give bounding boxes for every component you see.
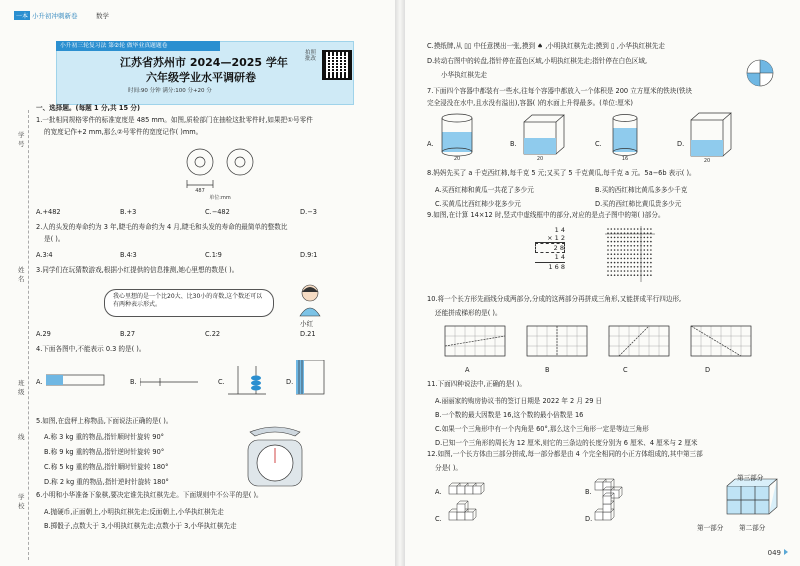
dot (634, 274, 636, 276)
dot (607, 228, 609, 230)
dot (627, 266, 629, 268)
q9-calculation: 1 4 × 1 2 2 8 1 4 1 6 8 (535, 226, 565, 271)
q7-text1: 7.下面四个容器中都装有一些水,往每个容器中都放入一个体积是 200 立方厘米的铁块(铁块 (427, 87, 693, 95)
dot (630, 262, 632, 264)
q1-option-b[interactable]: B.+3 (120, 208, 137, 216)
dot (611, 253, 613, 255)
q1-unit: 单位:mm (209, 195, 231, 200)
qr-label: 拍照批改 (305, 50, 317, 63)
q9-text: 9.如图,在计算 14×12 时,竖式中虚线框中的部分,对应的是点子图中的第( )部分。 (427, 211, 665, 219)
q10-option-c[interactable]: C (623, 366, 628, 374)
dot (630, 258, 632, 260)
side-label-line: 线 (18, 433, 25, 441)
q3-speaker-name: 小红 (300, 320, 314, 328)
dot (644, 237, 646, 239)
dot (617, 258, 619, 260)
dot (634, 258, 636, 260)
q6-option-b[interactable]: B.掷骰子,点数大于 3,小明执红棋先走;点数小于 3,小华执红棋先走 (44, 522, 237, 530)
exam-title-line1: 江苏省苏州市 2024—2025 学年 (120, 56, 288, 69)
dot (634, 241, 636, 243)
q12-option-a[interactable]: A. (435, 488, 442, 496)
dot (607, 249, 609, 251)
dot (620, 249, 622, 251)
dot (607, 237, 609, 239)
q12-text1: 12.如图,一个长方体由三部分拼成,每一部分都是由 4 个完全相同的小正方体组成的,其中第三部 (427, 450, 703, 458)
right-page (405, 0, 800, 566)
q12-option-b[interactable]: B. (585, 488, 592, 496)
q7-option-c[interactable]: C. (595, 140, 602, 148)
dot (607, 258, 609, 260)
dot (620, 274, 622, 276)
q6-option-c[interactable]: C.摸纸牌,从 ▯▯ 中任意摸出一张,摸到 ♠ ,小明执红棋先走;摸到 ▯ ,小华执红棋先走 (427, 42, 665, 50)
dot (647, 237, 649, 239)
q5-option-a[interactable]: A.称 3 kg 重的物品,指针顺时针旋转 90° (44, 433, 164, 441)
dot (634, 253, 636, 255)
q8-text: 8.妈妈先买了 a 千克西红柿,每千克 5 元;又买了 5 千克黄瓜,每千克 a 元。5a−6b 表示( )。 (427, 169, 696, 177)
cube-container (520, 112, 568, 160)
dot (630, 245, 632, 247)
q10-option-d[interactable]: D (705, 366, 711, 374)
dot (637, 266, 639, 268)
dot (620, 270, 622, 272)
dot (614, 274, 616, 276)
dot (617, 270, 619, 272)
dot (647, 274, 649, 276)
q4-bar-figure (46, 372, 106, 388)
exam-meta: 时间:90 分钟 满分:100 分+20 分 (128, 88, 212, 94)
dot (624, 266, 626, 268)
dot (611, 262, 613, 264)
dot (607, 274, 609, 276)
dot (624, 228, 626, 230)
dot (644, 228, 646, 230)
dot (637, 258, 639, 260)
banner-tag: 小升初三轮复习法 第②轮 做毕业真题题卷 (56, 41, 220, 51)
q12-cuboid-figure (723, 476, 781, 520)
dot (620, 245, 622, 247)
gear-parts-figure (170, 140, 270, 200)
dot (607, 266, 609, 268)
side-label-student-no: 学号 (18, 131, 25, 148)
q1-text1: 1.一批相同规格零件的标准宽度是 485 mm。如图,质检部门在抽检这批零件时,如果把①号零件 (36, 116, 313, 124)
dot (637, 228, 639, 230)
dot (620, 237, 622, 239)
q3-option-b[interactable]: B.27 (120, 330, 136, 338)
dot (627, 241, 629, 243)
q10-grid-figures (435, 322, 795, 362)
dot (634, 228, 636, 230)
dot (627, 262, 629, 264)
q8-option-a[interactable]: A.买西红柿和黄瓜一共花了多少元 (435, 186, 534, 194)
dot (624, 245, 626, 247)
q3-option-c[interactable]: C.22 (205, 330, 221, 338)
page-number: 049 (768, 549, 788, 557)
q6-option-d[interactable]: D.转动右图中的转盘,指针停在蓝色区域,小明执红棋先走;指针停在白色区域, (427, 57, 648, 65)
q11-option-b[interactable]: B.一个数的最大因数是 16,这个数的最小倍数是 16 (435, 411, 584, 419)
dot (637, 253, 639, 255)
exam-title-line2: 六年级学业水平调研卷 (146, 71, 256, 84)
q11-option-a[interactable]: A.丽丽家的购房协议书的签订日期是 2022 年 2 月 29 日 (435, 397, 603, 405)
dot (611, 228, 613, 230)
q4-numberline-figure (140, 372, 200, 390)
dot (624, 237, 626, 239)
next-arrow-icon (784, 549, 788, 555)
dot (611, 266, 613, 268)
cylinder-container-c (605, 112, 645, 160)
q12-option-c[interactable]: C. (435, 515, 442, 523)
subject: 数学 (96, 12, 109, 20)
side-label-school: 学校 (18, 493, 25, 510)
q11-option-d[interactable]: D.已知一个三角形的周长为 12 厘米,则它的三条边的长度分别为 6 厘米、4 厘米与 2 厘米 (435, 439, 698, 447)
dot (611, 270, 613, 272)
dot (627, 228, 629, 230)
q8-option-b[interactable]: B.买的西红柿比黄瓜多多少千克 (595, 186, 688, 194)
dot (644, 245, 646, 247)
q1-option-c[interactable]: C.−482 (205, 208, 230, 216)
dot (627, 249, 629, 251)
q12-part3-label: 第三部分 (737, 474, 764, 482)
brand: 一本 小升初冲刺新卷 (16, 12, 78, 20)
dot (647, 262, 649, 264)
dot (614, 258, 616, 260)
box-container-d (687, 110, 737, 162)
dot (647, 249, 649, 251)
dot (611, 245, 613, 247)
dot (637, 270, 639, 272)
dot (647, 253, 649, 255)
dot (630, 253, 632, 255)
q11-text: 11.下面四种说法中,正确的是( )。 (427, 380, 526, 388)
dot (617, 245, 619, 247)
dot (611, 274, 613, 276)
section-title: 一、选择题。(每题 1 分,共 15 分) (36, 104, 141, 112)
brand-badge: 一本 (16, 13, 29, 20)
dot (630, 237, 632, 239)
q10-option-b[interactable]: B (545, 366, 550, 374)
dot (614, 262, 616, 264)
spinner-icon (745, 58, 775, 88)
q7-option-b[interactable]: B. (510, 140, 517, 148)
q3-option-a[interactable]: A.29 (36, 330, 51, 338)
dot (634, 262, 636, 264)
dot (630, 228, 632, 230)
q5-option-d[interactable]: D.称 2 kg 重的物品,指针逆时针旋转 180° (44, 478, 169, 486)
q6-option-a[interactable]: A.抛硬币,正面朝上,小明执红棋先走;反面朝上,小华执红棋先走 (44, 508, 224, 516)
dot (624, 262, 626, 264)
dot (620, 253, 622, 255)
dot (637, 249, 639, 251)
dot (614, 228, 616, 230)
dot (614, 241, 616, 243)
q1-text2: 的宽度记作+2 mm,那么②号零件的宽度记作( )mm。 (44, 128, 203, 136)
q8-option-d[interactable]: D.买的西红柿比黄瓜贵多少元 (595, 200, 682, 208)
q5-text: 5.如图,在盘秤上称物品,下面说法正确的是( )。 (36, 417, 173, 425)
dot (650, 245, 652, 247)
dot (624, 241, 626, 243)
dot (650, 241, 652, 243)
svg-text:20: 20 (453, 156, 461, 160)
dot (617, 266, 619, 268)
q4-abacus-figure (228, 362, 268, 398)
dot (624, 258, 626, 260)
q1-option-a[interactable]: A.+482 (36, 208, 61, 216)
q12-part2-label: 第二部分 (739, 524, 766, 532)
q2-option-c[interactable]: C.1∶9 (205, 251, 222, 259)
dot (620, 228, 622, 230)
q4-option-b[interactable]: B. (130, 378, 137, 386)
q6-option-d-cont: 小华执红棋先走 (441, 71, 488, 79)
dot (644, 258, 646, 260)
dot (634, 245, 636, 247)
dot (650, 274, 652, 276)
dot (647, 245, 649, 247)
dot (607, 270, 609, 272)
dot (650, 253, 652, 255)
dot (650, 270, 652, 272)
dot (620, 266, 622, 268)
dot (614, 266, 616, 268)
dot (630, 249, 632, 251)
dot (620, 262, 622, 264)
q4-text: 4.下面各图中,不能表示 0.3 的是( )。 (36, 345, 146, 353)
dot (647, 241, 649, 243)
svg-text:16: 16 (621, 156, 629, 160)
page-gutter (395, 0, 405, 566)
dot (644, 249, 646, 251)
dot (614, 249, 616, 251)
dot (627, 258, 629, 260)
q11-option-c[interactable]: C.如果一个三角形中有一个内角是 60°,那么这个三角形一定是等边三角形 (435, 425, 649, 433)
dot (647, 270, 649, 272)
q8-option-c[interactable]: C.买黄瓜比西红柿少花多少元 (435, 200, 521, 208)
dot (617, 253, 619, 255)
dot (644, 262, 646, 264)
dot (650, 266, 652, 268)
q7-text2: 完全浸没在水中,且水没有溢出),容器( )的水面上升得最多。(单位:厘米) (427, 99, 633, 107)
dot (617, 262, 619, 264)
dot (627, 237, 629, 239)
dot (637, 241, 639, 243)
q4-option-d[interactable]: D. (286, 378, 294, 386)
dot (624, 249, 626, 251)
q3-option-d[interactable]: D.21 (300, 330, 316, 338)
q2-text2: 是( )。 (44, 235, 65, 243)
dot (644, 241, 646, 243)
side-label-class: 班级 (18, 379, 25, 396)
q6-text: 6.小明和小华准备下象棋,要决定谁先执红棋先走。下面规则中不公平的是( )。 (36, 491, 263, 499)
q7-option-d[interactable]: D. (677, 140, 685, 148)
q3-text: 3.同学们在玩猜数游戏,根据小红提供的信息推测,她心里想的数是( )。 (36, 266, 239, 274)
dot (611, 249, 613, 251)
dot (650, 228, 652, 230)
qr-code-icon[interactable] (322, 50, 352, 80)
side-label-name: 姓名 (18, 266, 25, 283)
svg-text:20: 20 (703, 158, 711, 162)
dot (634, 270, 636, 272)
dot (620, 258, 622, 260)
q4-option-c[interactable]: C. (218, 378, 225, 386)
dot (644, 270, 646, 272)
dot (634, 266, 636, 268)
dot (617, 249, 619, 251)
dot (627, 274, 629, 276)
dot (637, 274, 639, 276)
dot (647, 228, 649, 230)
q2-option-d[interactable]: D.9∶1 (300, 251, 318, 259)
dot (620, 241, 622, 243)
dot (617, 237, 619, 239)
dot (614, 237, 616, 239)
q12-text2: 分是( )。 (435, 464, 463, 472)
q10-text2: 还能拼成梯形的是( )。 (435, 309, 502, 317)
dot (637, 262, 639, 264)
q1-option-d[interactable]: D.−3 (300, 208, 317, 216)
q4-option-a[interactable]: A. (36, 378, 43, 386)
q5-option-b[interactable]: B.称 9 kg 重的物品,指针逆时针旋转 90° (44, 448, 165, 456)
dot (644, 274, 646, 276)
dot (630, 266, 632, 268)
dot (637, 237, 639, 239)
dot (650, 258, 652, 260)
dot (634, 237, 636, 239)
dot (607, 245, 609, 247)
q10-text1: 10.将一个长方形先画线分成两部分,分成的这两部分再拼成三角形,又能拼成平行四边形, (427, 295, 682, 303)
svg-text:20: 20 (536, 156, 544, 160)
q4-column-figure (296, 360, 326, 396)
cylinder-container (437, 112, 477, 160)
dot (607, 241, 609, 243)
dot (630, 270, 632, 272)
girl-illustration-icon (290, 280, 330, 320)
q9-dot-grid (605, 226, 655, 282)
dot (630, 241, 632, 243)
dot (647, 258, 649, 260)
q12-option-d[interactable]: D. (585, 515, 593, 523)
dot (624, 274, 626, 276)
dot (611, 237, 613, 239)
dot (650, 262, 652, 264)
q12-part1-label: 第一部分 (697, 524, 724, 532)
q2-option-a[interactable]: A.3∶4 (36, 251, 53, 259)
dot (611, 241, 613, 243)
dot (611, 258, 613, 260)
q10-option-a[interactable]: A (465, 366, 470, 374)
q2-option-b[interactable]: B.4∶3 (120, 251, 137, 259)
dot (614, 245, 616, 247)
dot (607, 253, 609, 255)
q1-dim: 487 (195, 188, 205, 194)
dot (650, 249, 652, 251)
dot (627, 270, 629, 272)
dot (617, 228, 619, 230)
q2-text1: 2.人的头发的寿命约为 3 年,睫毛的寿命约为 4 月,睫毛和头发的寿命的最简单的整数比 (36, 223, 288, 231)
dot (644, 253, 646, 255)
dot (617, 274, 619, 276)
dot (607, 262, 609, 264)
q7-option-a[interactable]: A. (427, 140, 434, 148)
dot (624, 270, 626, 272)
scale-figure (240, 422, 310, 488)
dot (644, 266, 646, 268)
dot (627, 245, 629, 247)
dot (650, 237, 652, 239)
dot (637, 245, 639, 247)
dot (634, 249, 636, 251)
dot (627, 253, 629, 255)
dot (647, 266, 649, 268)
dot (614, 253, 616, 255)
q5-option-c[interactable]: C.称 5 kg 重的物品,指针顺时针旋转 180° (44, 463, 169, 471)
dot (630, 274, 632, 276)
dot (617, 241, 619, 243)
q3-speech-bubble: 我心里想的是一个比20大、比30小的奇数,这个数还可以有两种表示形式。 (104, 289, 274, 317)
dot (614, 270, 616, 272)
dot (624, 253, 626, 255)
